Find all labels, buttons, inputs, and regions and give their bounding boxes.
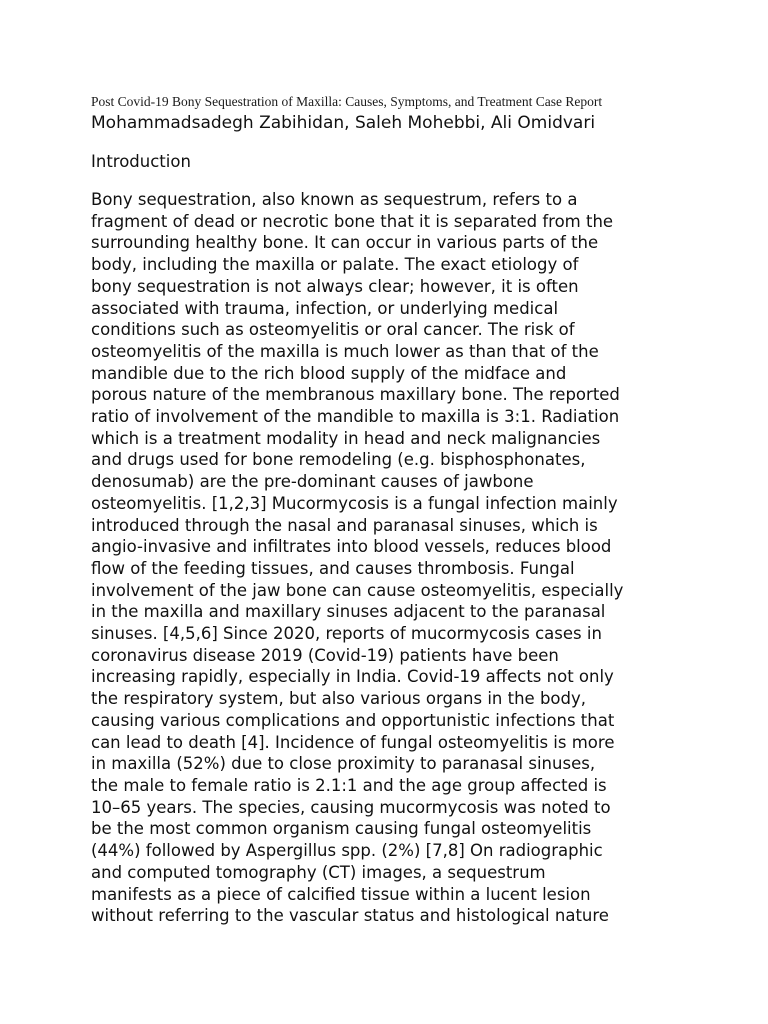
paragraph-line: fragment of dead or necrotic bone that it is separated from the xyxy=(91,211,614,231)
paragraph-line: surrounding healthy bone. It can occur in various parts of the xyxy=(91,233,599,253)
paragraph-line: osteomyelitis of the maxilla is much lower as than that of the xyxy=(91,341,599,361)
paragraph-line: osteomyelitis. [1,2,3] Mucormycosis is a fungal infection mainly xyxy=(91,493,618,513)
paragraph-line: denosumab) are the pre-dominant causes of jawbone xyxy=(91,472,534,492)
paragraph-line: conditions such as osteomyelitis or oral cancer. The risk of xyxy=(91,320,575,340)
paragraph-line: be the most common organism causing fungal osteomyelitis xyxy=(91,819,592,839)
paragraph-line: the male to female ratio is 2.1:1 and the age group affected is xyxy=(91,775,607,795)
paragraph-line: involvement of the jaw bone can cause osteomyelitis, especially xyxy=(91,580,624,600)
paragraph-line: coronavirus disease 2019 (Covid-19) patients have been xyxy=(91,645,559,665)
paragraph-line: causing various complications and opportunistic infections that xyxy=(91,710,615,730)
paragraph-line: porous nature of the membranous maxillary bone. The reported xyxy=(91,385,620,405)
paragraph-line: body, including the maxilla or palate. The exact etiology of xyxy=(91,255,579,275)
paper-title: Post Covid-19 Bony Sequestration of Maxilla: Causes, Symptoms, and Treatment Case Report xyxy=(91,94,603,109)
paragraph-line: flow of the feeding tissues, and causes thrombosis. Fungal xyxy=(91,558,575,578)
introduction-paragraph xyxy=(91,189,691,927)
paragraph-line: manifests as a piece of calcified tissue within a lucent lesion xyxy=(91,884,591,904)
paragraph-line: can lead to death [4]. Incidence of fungal osteomyelitis is more xyxy=(91,732,615,752)
paragraph-line: the respiratory system, but also various organs in the body, xyxy=(91,689,586,709)
section-heading-introduction: Introduction xyxy=(91,152,191,171)
paragraph-line: (44%) followed by Aspergillus spp. (2%) [7,8] On radiographic xyxy=(91,841,603,861)
paragraph-line: in maxilla (52%) due to close proximity to paranasal sinuses, xyxy=(91,754,596,774)
paragraph-line: which is a treatment modality in head and neck malignancies xyxy=(91,428,601,448)
author-list: Mohammadsadegh Zabihidan, Saleh Mohebbi, Ali Omidvari xyxy=(91,113,596,133)
paragraph-line: Bony sequestration, also known as sequestrum, refers to a xyxy=(91,190,578,209)
paragraph-line: in the maxilla and maxillary sinuses adjacent to the paranasal xyxy=(91,602,606,622)
paragraph-line: and computed tomography (CT) images, a sequestrum xyxy=(91,862,546,882)
paragraph-line: mandible due to the rich blood supply of the midface and xyxy=(91,363,567,383)
paragraph-line: sinuses. [4,5,6] Since 2020, reports of mucormycosis cases in xyxy=(91,624,602,644)
paragraph-line: bony sequestration is not always clear; however, it is often xyxy=(91,276,579,296)
paragraph-line: associated with trauma, infection, or underlying medical xyxy=(91,298,559,318)
paragraph-line: and drugs used for bone remodeling (e.g. bisphosphonates, xyxy=(91,450,586,470)
paragraph-line: without referring to the vascular status and histological nature xyxy=(91,906,609,926)
paragraph-line: ratio of involvement of the mandible to maxilla is 3:1. Radiation xyxy=(91,407,620,427)
paragraph-line: increasing rapidly, especially in India. Covid-19 affects not only xyxy=(91,667,614,687)
paragraph-line: introduced through the nasal and paranasal sinuses, which is xyxy=(91,515,598,535)
paragraph-line: angio-invasive and infiltrates into blood vessels, reduces blood xyxy=(91,537,612,557)
paragraph-line: 10–65 years. The species, causing mucormycosis was noted to xyxy=(91,797,611,817)
document-page xyxy=(91,94,691,927)
